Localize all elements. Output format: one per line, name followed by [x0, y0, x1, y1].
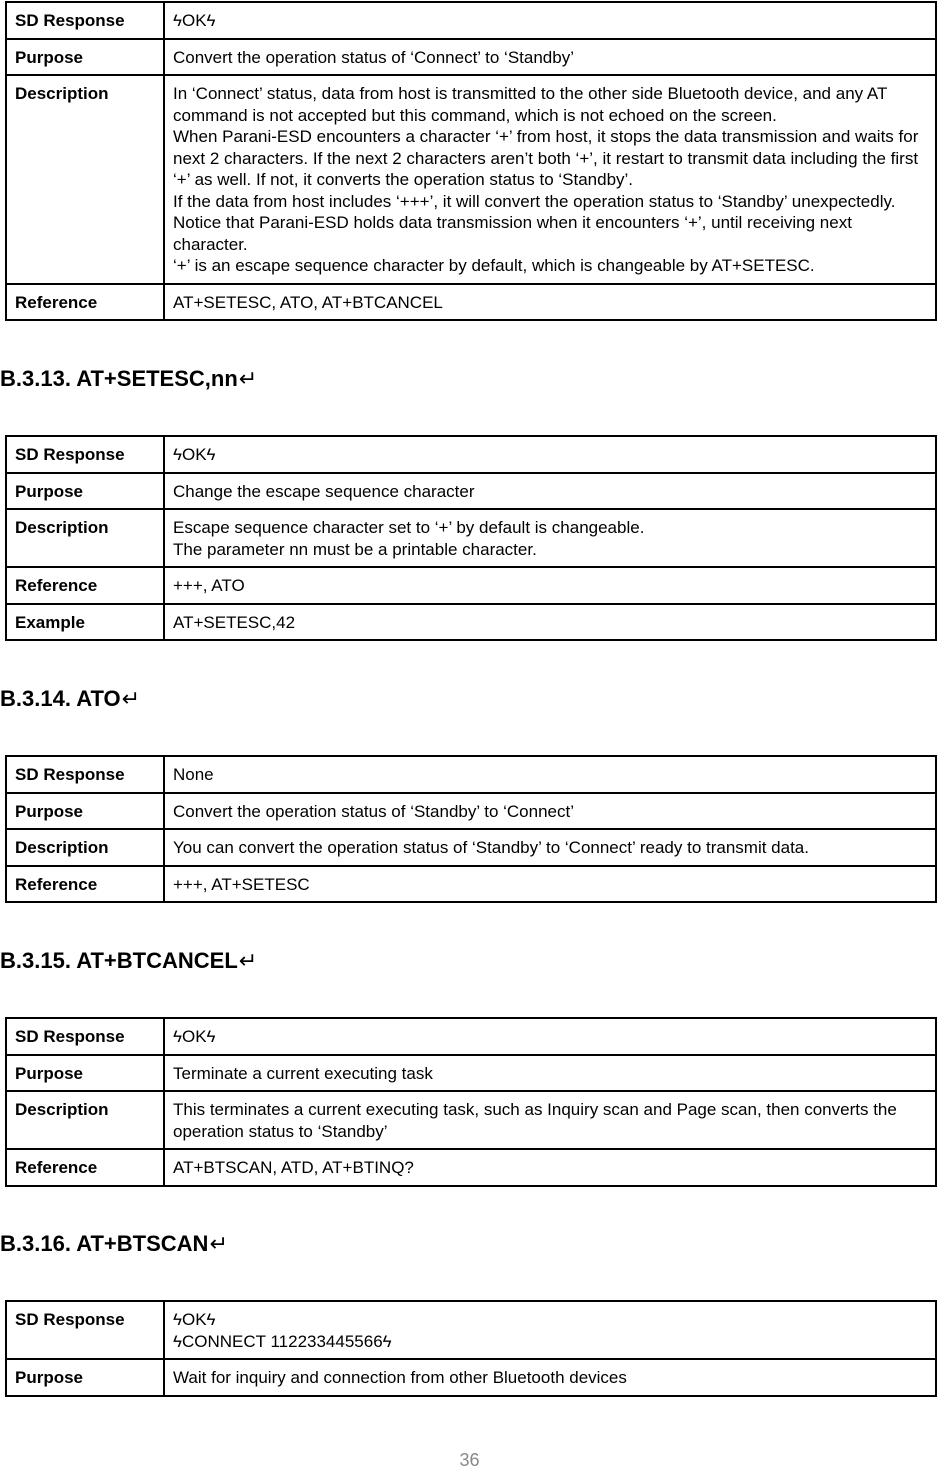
sd-response-row — [6, 436, 936, 473]
example-value: AT+SETESC,42 — [164, 604, 936, 641]
row-label: Reference — [6, 284, 164, 321]
return-icon: ↵ — [209, 1231, 228, 1256]
command-table-btscan — [5, 1300, 937, 1397]
row-label: Reference — [6, 866, 164, 903]
reference-row — [6, 1149, 936, 1186]
purpose-row — [6, 473, 936, 510]
sd-response-value: ϟOKϟ — [164, 1018, 936, 1055]
purpose-row — [6, 1359, 936, 1396]
section-heading — [0, 1231, 228, 1257]
description-value: You can convert the operation status of ‘Standby’ to ‘Connect’ ready to transmit data. — [164, 829, 936, 866]
reference-value: +++, AT+SETESC — [164, 866, 936, 903]
row-label: SD Response — [6, 1018, 164, 1055]
sd-response-value: ϟOKϟ — [164, 2, 936, 39]
command-table-ato — [5, 755, 937, 903]
reference-value: AT+BTSCAN, ATD, AT+BTINQ? — [164, 1149, 936, 1186]
purpose-row — [6, 1055, 936, 1092]
row-label: SD Response — [6, 1301, 164, 1359]
reference-row — [6, 284, 936, 321]
sd-response-value: ϟOKϟ — [164, 436, 936, 473]
row-label: Example — [6, 604, 164, 641]
row-label: Reference — [6, 567, 164, 604]
row-label: Description — [6, 75, 164, 284]
row-label: SD Response — [6, 2, 164, 39]
row-label: Description — [6, 509, 164, 567]
return-icon: ↵ — [238, 366, 258, 391]
row-label: Description — [6, 829, 164, 866]
reference-row — [6, 866, 936, 903]
sd-response-value: ϟOKϟ ϟCONNECT 112233445566ϟ — [164, 1301, 936, 1359]
sd-response-row — [6, 2, 936, 39]
section-heading — [0, 366, 257, 392]
row-label: Purpose — [6, 473, 164, 510]
sd-response-row — [6, 756, 936, 793]
row-label: SD Response — [6, 436, 164, 473]
reference-value: AT+SETESC, ATO, AT+BTCANCEL — [164, 284, 936, 321]
description-row — [6, 75, 936, 284]
description-row — [6, 509, 936, 567]
description-value: This terminates a current executing task, such as Inquiry scan and Page scan, then converts the operation status to ‘Standby’ — [164, 1091, 936, 1149]
section-heading — [0, 686, 140, 712]
description-value: In ‘Connect’ status, data from host is transmitted to the other side Bluetooth device, and any AT command is not accepted but this command, which is not echoed on the screen. When Parani-ESD encounters a character ‘+’ from host, it stops the data transmission and waits for next 2 characters. If the next 2 characters aren’t both ‘+’, it restart to transmit data including the first ‘+’ as well. If not, it converts the operation status to ‘Standby’. If the data from host includes ‘+++’, it will convert the operation status to ‘Standby’ unexpectedly. Notice that Parani-ESD holds data transmission when it encounters ‘+’, until receiving next character. ‘+’ is an escape sequence character by default, which is changeable by AT+SETESC. — [164, 75, 936, 284]
sd-response-row — [6, 1301, 936, 1359]
heading-text: B.3.16. AT+BTSCAN — [0, 1231, 209, 1256]
purpose-row — [6, 39, 936, 76]
row-label: Purpose — [6, 793, 164, 830]
description-row — [6, 829, 936, 866]
example-row — [6, 604, 936, 641]
purpose-row — [6, 793, 936, 830]
heading-text: B.3.14. ATO — [0, 686, 121, 711]
description-row — [6, 1091, 936, 1149]
purpose-value: Change the escape sequence character — [164, 473, 936, 510]
command-table-continued — [5, 1, 937, 321]
sd-response-value: None — [164, 756, 936, 793]
row-label: Purpose — [6, 1055, 164, 1092]
heading-text: B.3.13. AT+SETESC,nn — [0, 366, 238, 391]
purpose-value: Convert the operation status of ‘Connect’ to ‘Standby’ — [164, 39, 936, 76]
return-icon: ↵ — [238, 948, 258, 973]
purpose-value: Wait for inquiry and connection from other Bluetooth devices — [164, 1359, 936, 1396]
command-table-btcancel — [5, 1017, 937, 1187]
row-label: Purpose — [6, 39, 164, 76]
reference-row — [6, 567, 936, 604]
purpose-value: Convert the operation status of ‘Standby’ to ‘Connect’ — [164, 793, 936, 830]
command-table-setesc — [5, 435, 937, 641]
row-label: Description — [6, 1091, 164, 1149]
section-heading — [0, 948, 257, 974]
row-label: SD Response — [6, 756, 164, 793]
row-label: Purpose — [6, 1359, 164, 1396]
page-number: 36 — [459, 1450, 480, 1470]
description-value: Escape sequence character set to ‘+’ by default is changeable. The parameter nn must be a printable character. — [164, 509, 936, 567]
purpose-value: Terminate a current executing task — [164, 1055, 936, 1092]
row-label: Reference — [6, 1149, 164, 1186]
reference-value: +++, ATO — [164, 567, 936, 604]
sd-response-row — [6, 1018, 936, 1055]
return-icon: ↵ — [121, 686, 141, 711]
heading-text: B.3.15. AT+BTCANCEL — [0, 948, 238, 973]
